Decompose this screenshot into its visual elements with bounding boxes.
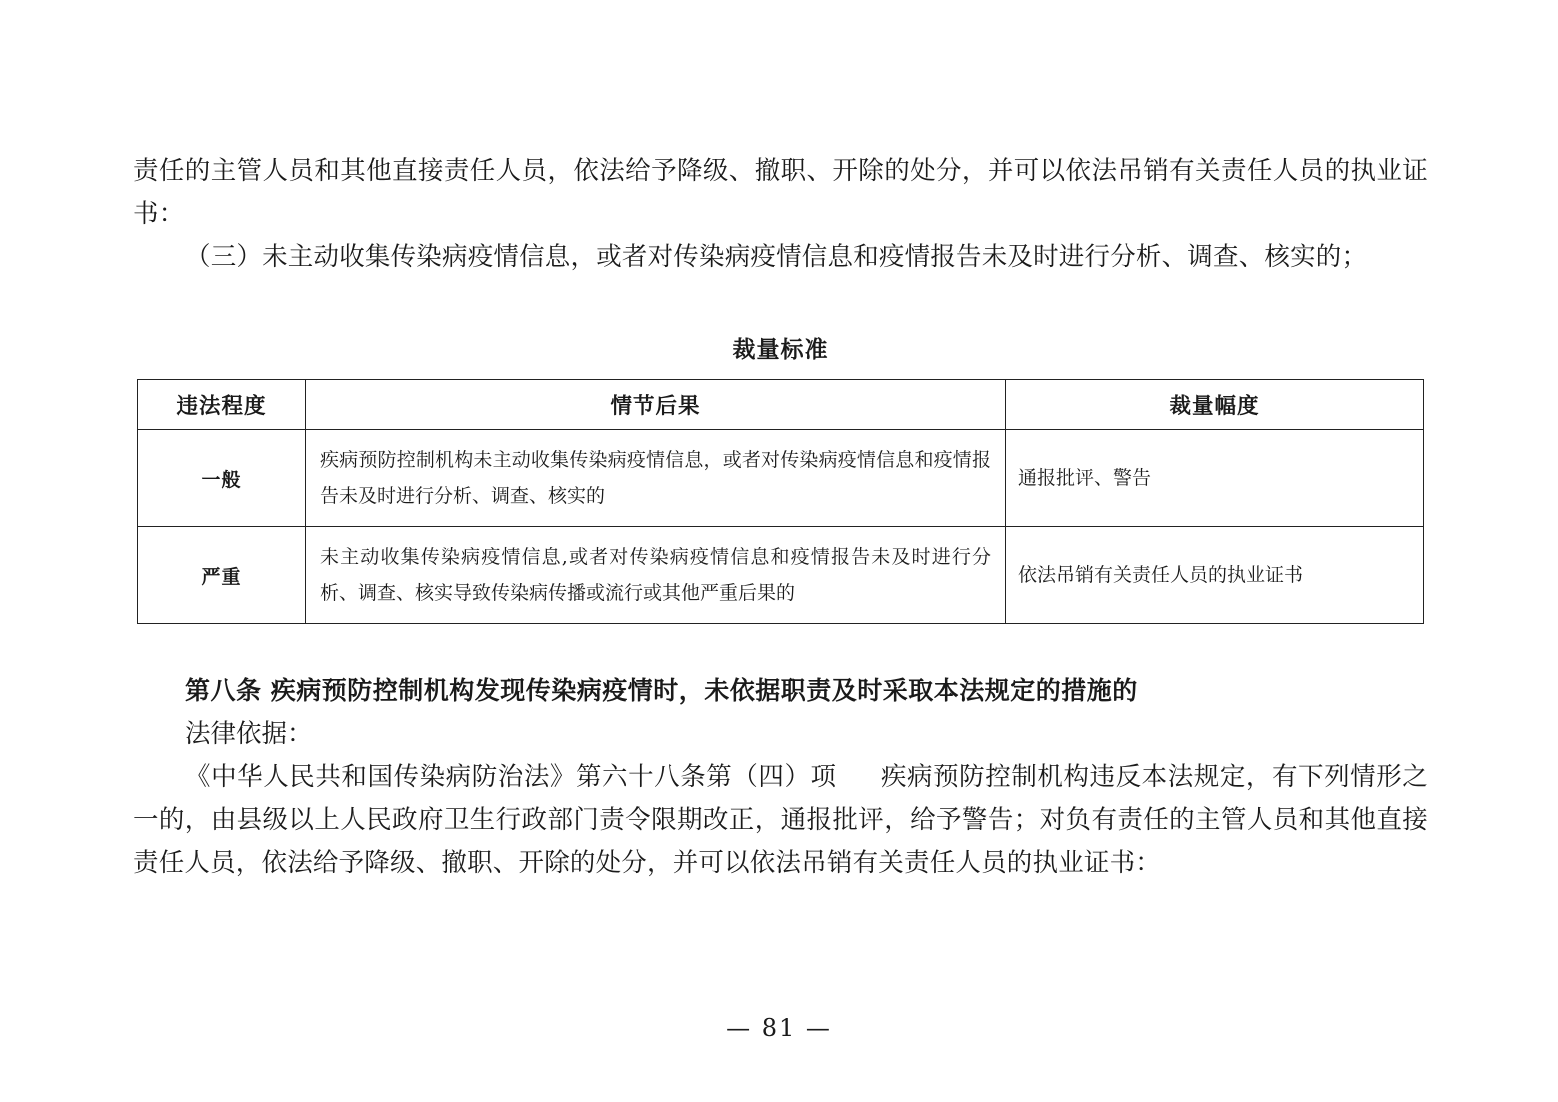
table-row bbox=[138, 430, 1424, 527]
cell-range: 通报批评、警告 bbox=[1006, 430, 1424, 527]
column-header-circumstance: 情节后果 bbox=[306, 380, 1006, 430]
paragraph-continuation: 责任的主管人员和其他直接责任人员，依法给予降级、撤职、开除的处分，并可以依法吊销有关责任人员的执业证书： bbox=[133, 156, 1428, 229]
legal-basis-text bbox=[133, 756, 1428, 885]
legal-basis-label: 法律依据： bbox=[185, 719, 313, 749]
cell-circumstance: 疾病预防控制机构未主动收集传染病疫情信息，或者对传染病疫情信息和疫情报告未及时进行分析、调查、核实的 bbox=[306, 430, 1006, 527]
page-number: — 81 — bbox=[726, 1014, 832, 1042]
table-title: 裁量标准 bbox=[732, 337, 829, 363]
paragraph-item-three: （三）未主动收集传染病疫情信息，或者对传染病疫情信息和疫情报告未及时进行分析、调查、核实的； bbox=[185, 242, 1368, 272]
legal-basis-body: 疾病预防控制机构违反本法规定，有下列情形之一的，由县级以上人民政府卫生行政部门责令限期改正，通报批评，给予警告；对负有责任的主管人员和其他直接责任人员，依法给予降级、撤职、开除的处分，并可以依法吊销有关责任人员的执业证书： bbox=[133, 762, 1428, 878]
article-heading: 第八条 疾病预防控制机构发现传染病疫情时，未依据职责及时采取本法规定的措施的 bbox=[185, 676, 1138, 705]
cell-level: 一般 bbox=[138, 430, 306, 527]
cell-level: 严重 bbox=[138, 527, 306, 624]
discretion-standard-table bbox=[137, 379, 1424, 624]
column-header-level: 违法程度 bbox=[138, 380, 306, 430]
cell-range: 依法吊销有关责任人员的执业证书 bbox=[1006, 527, 1424, 624]
table-header-row bbox=[138, 380, 1424, 430]
table-row bbox=[138, 527, 1424, 624]
column-header-range: 裁量幅度 bbox=[1006, 380, 1424, 430]
legal-basis-citation: 《中华人民共和国传染病防治法》第六十八条第（四）项 bbox=[185, 762, 837, 792]
cell-circumstance: 未主动收集传染病疫情信息,或者对传染病疫情信息和疫情报告未及时进行分析、调查、核实导致传染病传播或流行或其他严重后果的 bbox=[306, 527, 1006, 624]
